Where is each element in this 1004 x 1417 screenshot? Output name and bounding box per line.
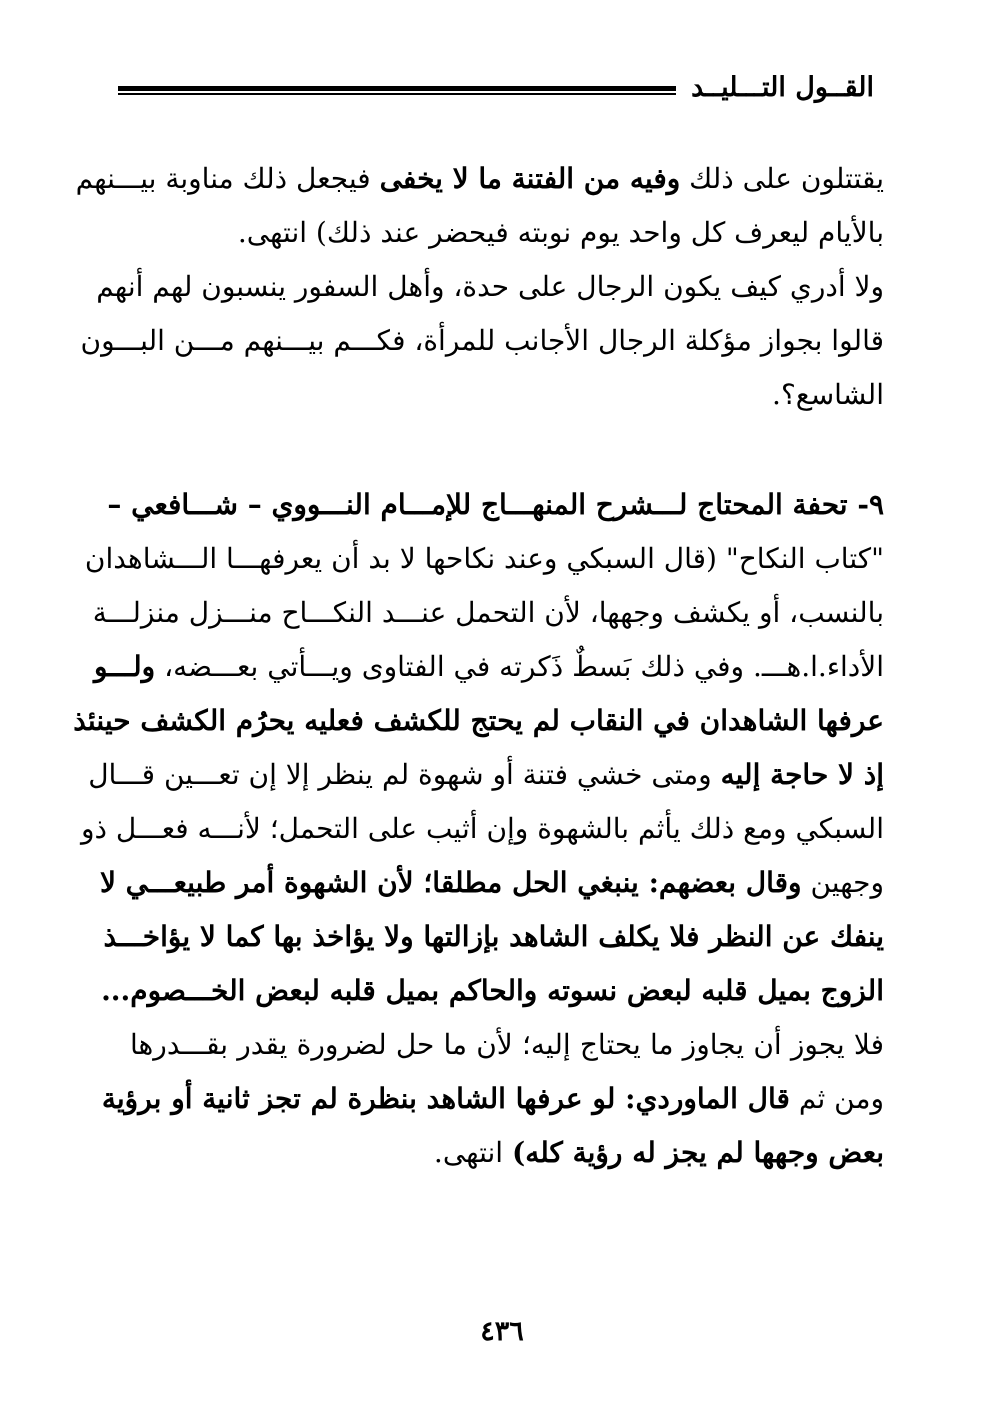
running-header: [118, 70, 886, 110]
page-number: ٤٣٦: [480, 1316, 524, 1347]
book-title: القــول التـــليــد: [691, 72, 874, 103]
section-heading: ٩- تحفة المحتاج لـــشرح المنهـــاج للإمـــام النـــووي – شـــافعي –: [107, 488, 884, 521]
text-line: السبكي ومع ذلك يأثم بالشهوة وإن أثيب على التحمل؛ لأنـــه فعـــل ذو: [81, 812, 884, 845]
text-line: إذ لا حاجة إليه ومتى خشي فتنة أو شهوة لم ينظر إلا إن تعـــين قـــال: [88, 758, 884, 791]
body-text: [73, 152, 884, 1180]
text-line: وجهين وقال بعضهم: ينبغي الحل مطلقا؛ لأن الشهوة أمر طبيعـــي لا: [99, 866, 884, 899]
text-line: الشاسع؟.: [772, 378, 884, 411]
emphasis: ولـــو: [94, 650, 156, 683]
text-line: بعض وجهها لم يجز له رؤية كله) انتهى.: [433, 1136, 884, 1169]
text-line: الأداء.ا.هـــ. وفي ذلك بَسطٌ ذَكرته في الفتاوى ويـــأتي بعـــضه، ولـــو: [94, 650, 884, 683]
text-line: ينفك عن النظر فلا يكلف الشاهد بإزالتها ولا يؤاخذ بها كما لا يؤاخـــذ: [103, 920, 884, 953]
emphasis: وفيه من الفتنة ما لا يخفى: [379, 162, 681, 195]
emphasis: قال الماوردي: لو عرفها الشاهد بنظرة لم تجز ثانية أو برؤية: [101, 1082, 790, 1115]
text-line: ومن ثم قال الماوردي: لو عرفها الشاهد بنظرة لم تجز ثانية أو برؤية: [101, 1082, 884, 1115]
text-line: الزوج بميل قلبه لبعض نسوته والحاكم بميل قلبه لبعض الخـــصوم...: [101, 974, 884, 1007]
text-line: قالوا بجواز مؤكلة الرجال الأجانب للمرأة، فكـــم بيـــنهم مـــن البـــون: [80, 324, 884, 357]
text-line: بالأيام ليعرف كل واحد يوم نوبته فيحضر عند ذلك) انتهى.: [237, 216, 884, 249]
paragraph-2: [80, 260, 884, 422]
text-line: بالنسب، أو يكشف وجهها، لأن التحمل عنـــد النكـــاح منـــزل منزلـــة: [92, 596, 884, 629]
text-line: "كتاب النكاح" (قال السبكي وعند نكاحها لا بد أن يعرفهـــا الـــشاهدان: [84, 542, 884, 575]
header-double-rule: [118, 86, 676, 95]
text-line: ولا أدري كيف يكون الرجال على حدة، وأهل السفور ينسبون لهم أنهم: [96, 270, 884, 303]
text-line: يقتتلون على ذلك وفيه من الفتنة ما لا يخفى فيجعل ذلك مناوبة بيـــنهم: [75, 162, 884, 195]
emphasis: بعض وجهها لم يجز له رؤية كله): [512, 1136, 884, 1169]
text-line: عرفها الشاهدان في النقاب لم يحتج للكشف فعليه يحرُم الكشف حينئذ: [73, 704, 884, 737]
paragraph-3: [73, 478, 884, 1180]
paragraph-1: [75, 152, 884, 260]
paragraph-gap: [130, 422, 884, 478]
text-line: فلا يجوز أن يجاوز ما يحتاج إليه؛ لأن ما حل لضرورة يقدر بقـــدرها: [130, 1028, 884, 1061]
emphasis: وقال بعضهم: ينبغي الحل مطلقا؛ لأن الشهوة أمر طبيعـــي لا: [99, 866, 802, 899]
emphasis: إذ لا حاجة إليه: [720, 758, 884, 791]
